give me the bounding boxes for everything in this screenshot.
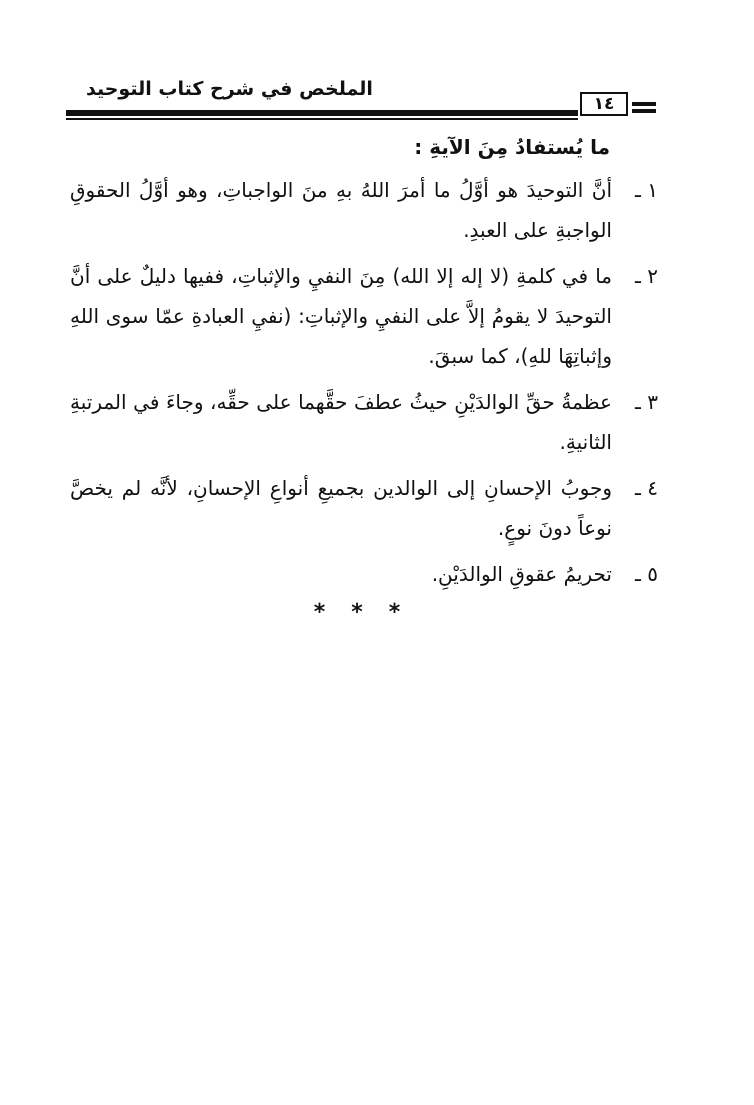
main-content xyxy=(70,128,658,600)
item-text: عظمةُ حقِّ الوالدَيْنِ حيثُ عطفَ حقَّهما على حقِّه، وجاءَ في المرتبةِ الثانيةِ. xyxy=(70,390,612,454)
item-number: ٥ ـ xyxy=(635,562,658,586)
item-text: ما في كلمةِ (لا إله إلا الله) مِنَ النفيِ والإثباتِ، ففيها دليلٌ على أنَّ التوحيدَ لا يقومُ إلاَّ على النفيِ والإثباتِ: (نفيِ العبادةِ عمّا سوى اللهِ وإثباتِهَا للهِ)، كما سبقَ. xyxy=(70,264,612,368)
list-item xyxy=(70,256,658,376)
list-item xyxy=(70,468,658,548)
benefits-list xyxy=(70,170,658,594)
header-rule-thick xyxy=(66,110,578,116)
item-text: تحريمُ عقوقِ الوالدَيْنِ. xyxy=(431,562,612,586)
running-title: الملخص في شرح كتاب التوحيد xyxy=(86,78,373,100)
section-heading: ما يُستفادُ مِنَ الآيةِ : xyxy=(414,135,610,159)
item-number: ٤ ـ xyxy=(635,476,658,500)
item-text: وجوبُ الإحسانِ إلى الوالدين بجميعِ أنواعِ الإحسانِ، لأنَّه لم يخصَّ نوعاً دونَ نوعٍ. xyxy=(70,476,612,540)
list-item xyxy=(70,170,658,250)
list-item xyxy=(70,554,658,594)
item-number: ٣ ـ xyxy=(635,390,658,414)
section-separator: *** xyxy=(313,600,427,625)
page-number: ١٤ xyxy=(580,92,628,116)
header-bar-lower xyxy=(632,109,656,113)
item-number: ١ ـ xyxy=(635,178,658,202)
list-item xyxy=(70,382,658,462)
item-text: أنَّ التوحيدَ هو أوَّلُ ما أمرَ اللهُ بهِ منَ الواجباتِ، وهو أوَّلُ الحقوقِ الواجبةِ على العبدِ. xyxy=(70,178,612,242)
item-number: ٢ ـ xyxy=(635,264,658,288)
page-header xyxy=(66,72,658,124)
header-bar-upper xyxy=(632,102,656,106)
header-rule-thin xyxy=(66,118,578,120)
